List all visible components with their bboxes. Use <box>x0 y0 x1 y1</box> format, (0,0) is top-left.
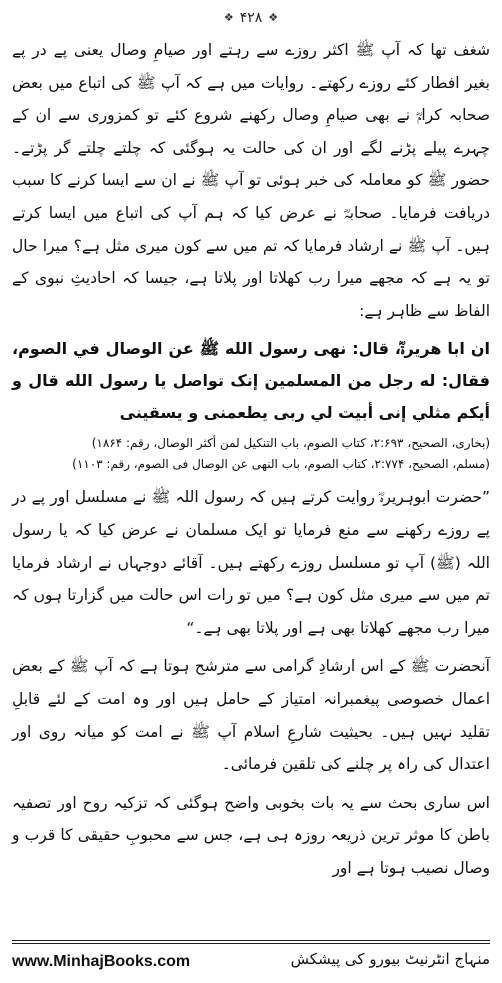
page-number-text: ۴۲۸ <box>239 9 263 26</box>
ornament-icon: ❖ <box>268 11 279 24</box>
footer-website-link[interactable]: www.MinhajBooks.com <box>12 953 191 970</box>
page-footer <box>12 950 490 978</box>
hadith-arabic: ان ابا هريرةؓ، قال: نهى رسول الله ﷺ عن الوصال في الصوم، فقال: له رجل من المسلمين إنک تواصل يا رسول الله قال و أيکم مثلي إنى أبيت لي ربى يطعمنى و يسقينى <box>12 339 490 423</box>
footer-divider <box>12 940 490 941</box>
ornament-icon: ❖ <box>223 11 234 24</box>
page-header <box>0 6 502 26</box>
paragraph-intro: شغف تھا کہ آپ ﷺ اکثر روزے سے رہتے اور صیامِ وصال یعنی پے در پے بغیر افطار کئے روزے رکھتے۔ روایات میں ہے کہ آپ ﷺ کی اتباع میں بعض صحابہ کرامؓ نے بھی صیامِ وصال رکھنے شروع کئے تو کمزوری سے ان کے چہرے پیلے پڑنے لگے اور ان کی حالت یہ ہوگئی کہ چلتے چلتے گر پڑتے۔ حضور ﷺ کو معاملہ کی خبر ہوئی تو آپ ﷺ نے ان سے ایسا کرنے کا سبب دریافت فرمایا۔ صحابہؓ نے عرض کیا کہ ہم آپ کی اتباع میں ایسا کرتے ہیں۔ آپ ﷺ نے ارشاد فرمایا کہ تم میں سے کون میری مثل ہے؟ میرا حال تو یہ ہے کہ مجھے میرا رب کھلاتا اور پلاتا ہے، جیسا کہ احادیثِ نبوی کے الفاظ سے ظاہر ہے: <box>12 41 490 320</box>
references <box>12 433 490 475</box>
paragraph-commentary: آنحضرت ﷺ کے اس ارشادِ گرامی سے مترشح ہوتا ہے کہ آپ ﷺ کے بعض اعمال خصوصی پیغمبرانہ امتیاز کے حامل ہیں اور وہ امت کے لئے قابلِ تقلید نہیں ہیں۔ بحیثیت شارعِ اسلام آپ ﷺ نے امت کو میانہ روی اور اعتدال کی راہ پر چلنے کی تلقین فرمائی۔ <box>12 657 490 774</box>
paragraph-conclusion: اس ساری بحث سے یہ بات بخوبی واضح ہوگئی کہ تزکیہ روح اور تصفیہ باطن کا موثر ترین ذریعہ روزہ ہی ہے، جس سے محبوبِ حقیقی کا قرب و وصال نصیب ہوتا ہے اور <box>12 793 490 877</box>
hadith-translation: ”حضرت ابوہریرہؓ روایت کرتے ہیں کہ رسول اللہ ﷺ نے مسلسل اور پے در پے روزے رکھنے سے منع فرمایا تو ایک مسلمان نے عرض کیا کہ یا رسول اللہ (ﷺ) آپ تو مسلسل روزے رکھتے ہیں۔ آقائے دوجہاں نے ارشاد فرمایا تم میں سے میری مثل کون ہے؟ میں تو رات اس حالت میں گزارتا ہوں کہ میرا رب مجھے کھلاتا بھی ہے اور پلاتا بھی ہے۔“ <box>12 488 490 637</box>
footer-divider <box>12 943 490 944</box>
page-content <box>12 34 490 890</box>
reference-bukhari: (بخاری، الصحیح، ۲:۶۹۳، کتاب الصوم، باب التنکیل لمن أکثر الوصال، رقم: ۱۸۶۴) <box>91 436 490 451</box>
footer-credit: منہاج انٹرنیٹ بیورو کی پیشکش <box>290 950 490 968</box>
page-number <box>224 10 278 26</box>
reference-muslim: (مسلم، الصحیح، ۲:۷۷۴، کتاب الصوم، باب النهی عن الوصال فی الصوم، رقم: ۱۱۰۳) <box>72 457 490 472</box>
